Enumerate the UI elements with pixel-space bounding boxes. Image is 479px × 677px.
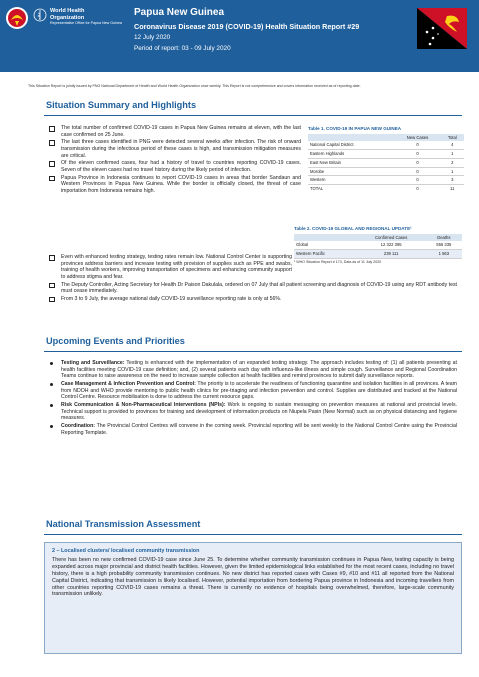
disclaimer: This Situation Report is jointly issued by PNG National Department of Health and World Health Organization once weekly. This Report is not comprehensive and covers information received as of reporting date. <box>28 84 361 88</box>
bullet-icon <box>50 362 53 365</box>
checkbox-icon <box>49 126 55 132</box>
bullet-icon <box>50 383 53 386</box>
summary-item: The last three cases identified in PNG were detected several weeks after infection. The risk of onward transmission during the infectious period of these cases is high, and transmission mitigation measures are critical. <box>49 139 301 159</box>
checkbox-icon <box>49 161 55 167</box>
report-title-block <box>134 7 359 53</box>
table1-caption: Table 1. COVID-19 IN PAPUA NEW GUINEA <box>308 126 402 131</box>
table-row: East New Britain 0 2 <box>308 158 464 167</box>
checkbox-icon <box>49 255 55 261</box>
who-wordmark <box>50 8 122 26</box>
table-global-update <box>294 226 462 264</box>
events-rule <box>44 351 462 352</box>
checkbox-icon <box>49 283 55 289</box>
event-item: Coordination: The Provincial Control Centres will convene in the coming week. Provincial reporting will be sent weekly to the National Control Centre using the Provincial Reporting Template. <box>49 423 457 436</box>
table-covid-png <box>308 126 464 193</box>
table2 <box>294 234 462 259</box>
table-row: Western Pacific 239 111 1 563 <box>294 250 462 259</box>
report-header <box>0 0 479 72</box>
report-subtitle: Coronavirus Disease 2019 (COVID-19) Health Situation Report #29 <box>134 21 360 31</box>
table1 <box>308 134 464 193</box>
report-period: Period of report: 03 - 09 July 2020 <box>134 45 231 53</box>
table2-caption: Table 2. COVID-19 GLOBAL AND REGIONAL UPDATE¹ <box>294 226 412 231</box>
checkbox-icon <box>49 176 55 182</box>
report-title: Papua New Guinea <box>134 7 225 18</box>
event-item: Case Management & Infection Prevention and Control: The priority is to accelerate the readiness of functioning quarantine and isolation facilities in all provinces. A team from NDOH and WHO provide mentoring to public health clinics for pre-triaging and infection prevention and control. Supplies are distributed and tracked at the National Control Centre. Resource mobilisation is done to address the current resource gaps. <box>49 381 457 401</box>
bullet-icon <box>50 425 53 428</box>
table2-footnote: ¹ WHO Situation Report # 173, Data as of 11 July 2020 <box>294 259 382 264</box>
table-header-row: New Cases Total <box>308 134 464 141</box>
png-flag-icon <box>417 8 467 49</box>
bullet-icon <box>50 404 53 407</box>
checkbox-icon <box>49 297 55 303</box>
summary-heading: Situation Summary and Highlights <box>46 100 197 110</box>
summary-item: Of the eleven confirmed cases, four had a history of travel to countries reporting COVID-19 cases. Seven of the eleven cases had no travel history during the likely period of infection. <box>49 160 301 173</box>
events-list <box>49 360 457 437</box>
summary-rule <box>44 115 462 116</box>
table-row: Morobe 0 1 <box>308 167 464 176</box>
event-item: Testing and Surveillance: Testing is enhanced with the implementation of an expanded testing strategy. The approach includes testing of: (1) all patients presenting at health facilities meeting COVID-19 case definition; and, (2) several patients each day with influenza-like illness and simple cough. Surveillance and Regional Coordination Teams continue to raise awareness on the need to increase sample collection at health facilities and remind provinces to submit daily surveillance reports. <box>49 360 457 380</box>
events-heading: Upcoming Events and Priorities <box>46 336 185 346</box>
table-total-row: TOTAL 0 11 <box>310 186 455 192</box>
table-row: Eastern Highlands 0 1 <box>308 150 464 159</box>
who-subtitle: Representative Office for Papua New Guinea <box>50 21 122 26</box>
summary-item: The Deputy Controller, Acting Secretary for Health Dr Paison Dakulala, ordered on 07 July that all patient screening and diagnosis of COVID-19 using any RDT antibody test must cease immediately. <box>49 282 457 295</box>
checkbox-icon <box>49 140 55 146</box>
assessment-box-heading: 2 – Localised clusters/ localised community transmission <box>52 548 200 554</box>
summary-item: The total number of confirmed COVID-19 cases in Papua New Guinea remains at eleven, with the last case confirmed on 25 June. <box>49 125 301 138</box>
event-item: Risk Communication & Non-Pharmaceutical Interventions (NPIs): Work is ongoing to sustain messaging on prevention measures at national and provincial levels. Technical support is provided to provinces for training and development of information products on Niupela Pasin (New Normal) such as on physical distancing and hygiene measures. <box>49 402 457 422</box>
table-row: Western 0 3 <box>308 176 464 185</box>
assessment-box <box>44 542 462 654</box>
summary-item: From 3 to 9 July, the average national daily COVID-19 surveillance reporting rate is only at 56%. <box>49 296 457 303</box>
assessment-box-text: There has been no new confirmed COVID-19 case since June 25. To determine whether community transmission continues in Papua New, testing capacity is being expanded across major provincial and district health facilities. However, given the limited epidemiological links established for the most recent cases, including no travel history, there is a high probability community transmission continues. No new district has reported cases with Cases #9, #10 and #11 all reported from the National Capital District, indicating that transmission is likely localised. However, potential importation from bordering Papua province in Indonesia and incoming travellers from other countries reporting COVID-19 cases remains a threat. There is currently no evidence of hospitals being overwhelmed, therefore, large-scale community transmission unlikely. <box>52 556 454 598</box>
table-header-row: Confirmed Cases Deaths <box>294 234 462 241</box>
who-line2: Organization <box>50 14 85 21</box>
assessment-rule <box>44 534 462 535</box>
table-row: National Capital District 0 4 <box>308 141 464 149</box>
who-line1: World Health <box>50 8 85 14</box>
assessment-heading: National Transmission Assessment <box>46 519 201 529</box>
png-health-seal-icon <box>5 6 29 32</box>
summary-item: Even with enhanced testing strategy, testing rates remain low. National Control Center is supporting provinces address barriers and increase testing with provision of supplies such as PPE and swabs, training of health workers, improving transportation of specimens and enhancing community support to address stigma and fear. <box>49 254 457 281</box>
who-emblem-icon <box>33 8 47 22</box>
summary-list <box>49 125 301 196</box>
report-date: 12 July 2020 <box>134 34 171 42</box>
table-row: Global 12 322 395 556 335 <box>294 241 462 249</box>
summary-item: Papua Province in Indonesia continues to report COVID-19 cases in areas that border Sandaun and Western Provinces in Papua New Guinea. While the border is officially closed, the threat of case importation from Indonesia remains high. <box>49 175 301 195</box>
